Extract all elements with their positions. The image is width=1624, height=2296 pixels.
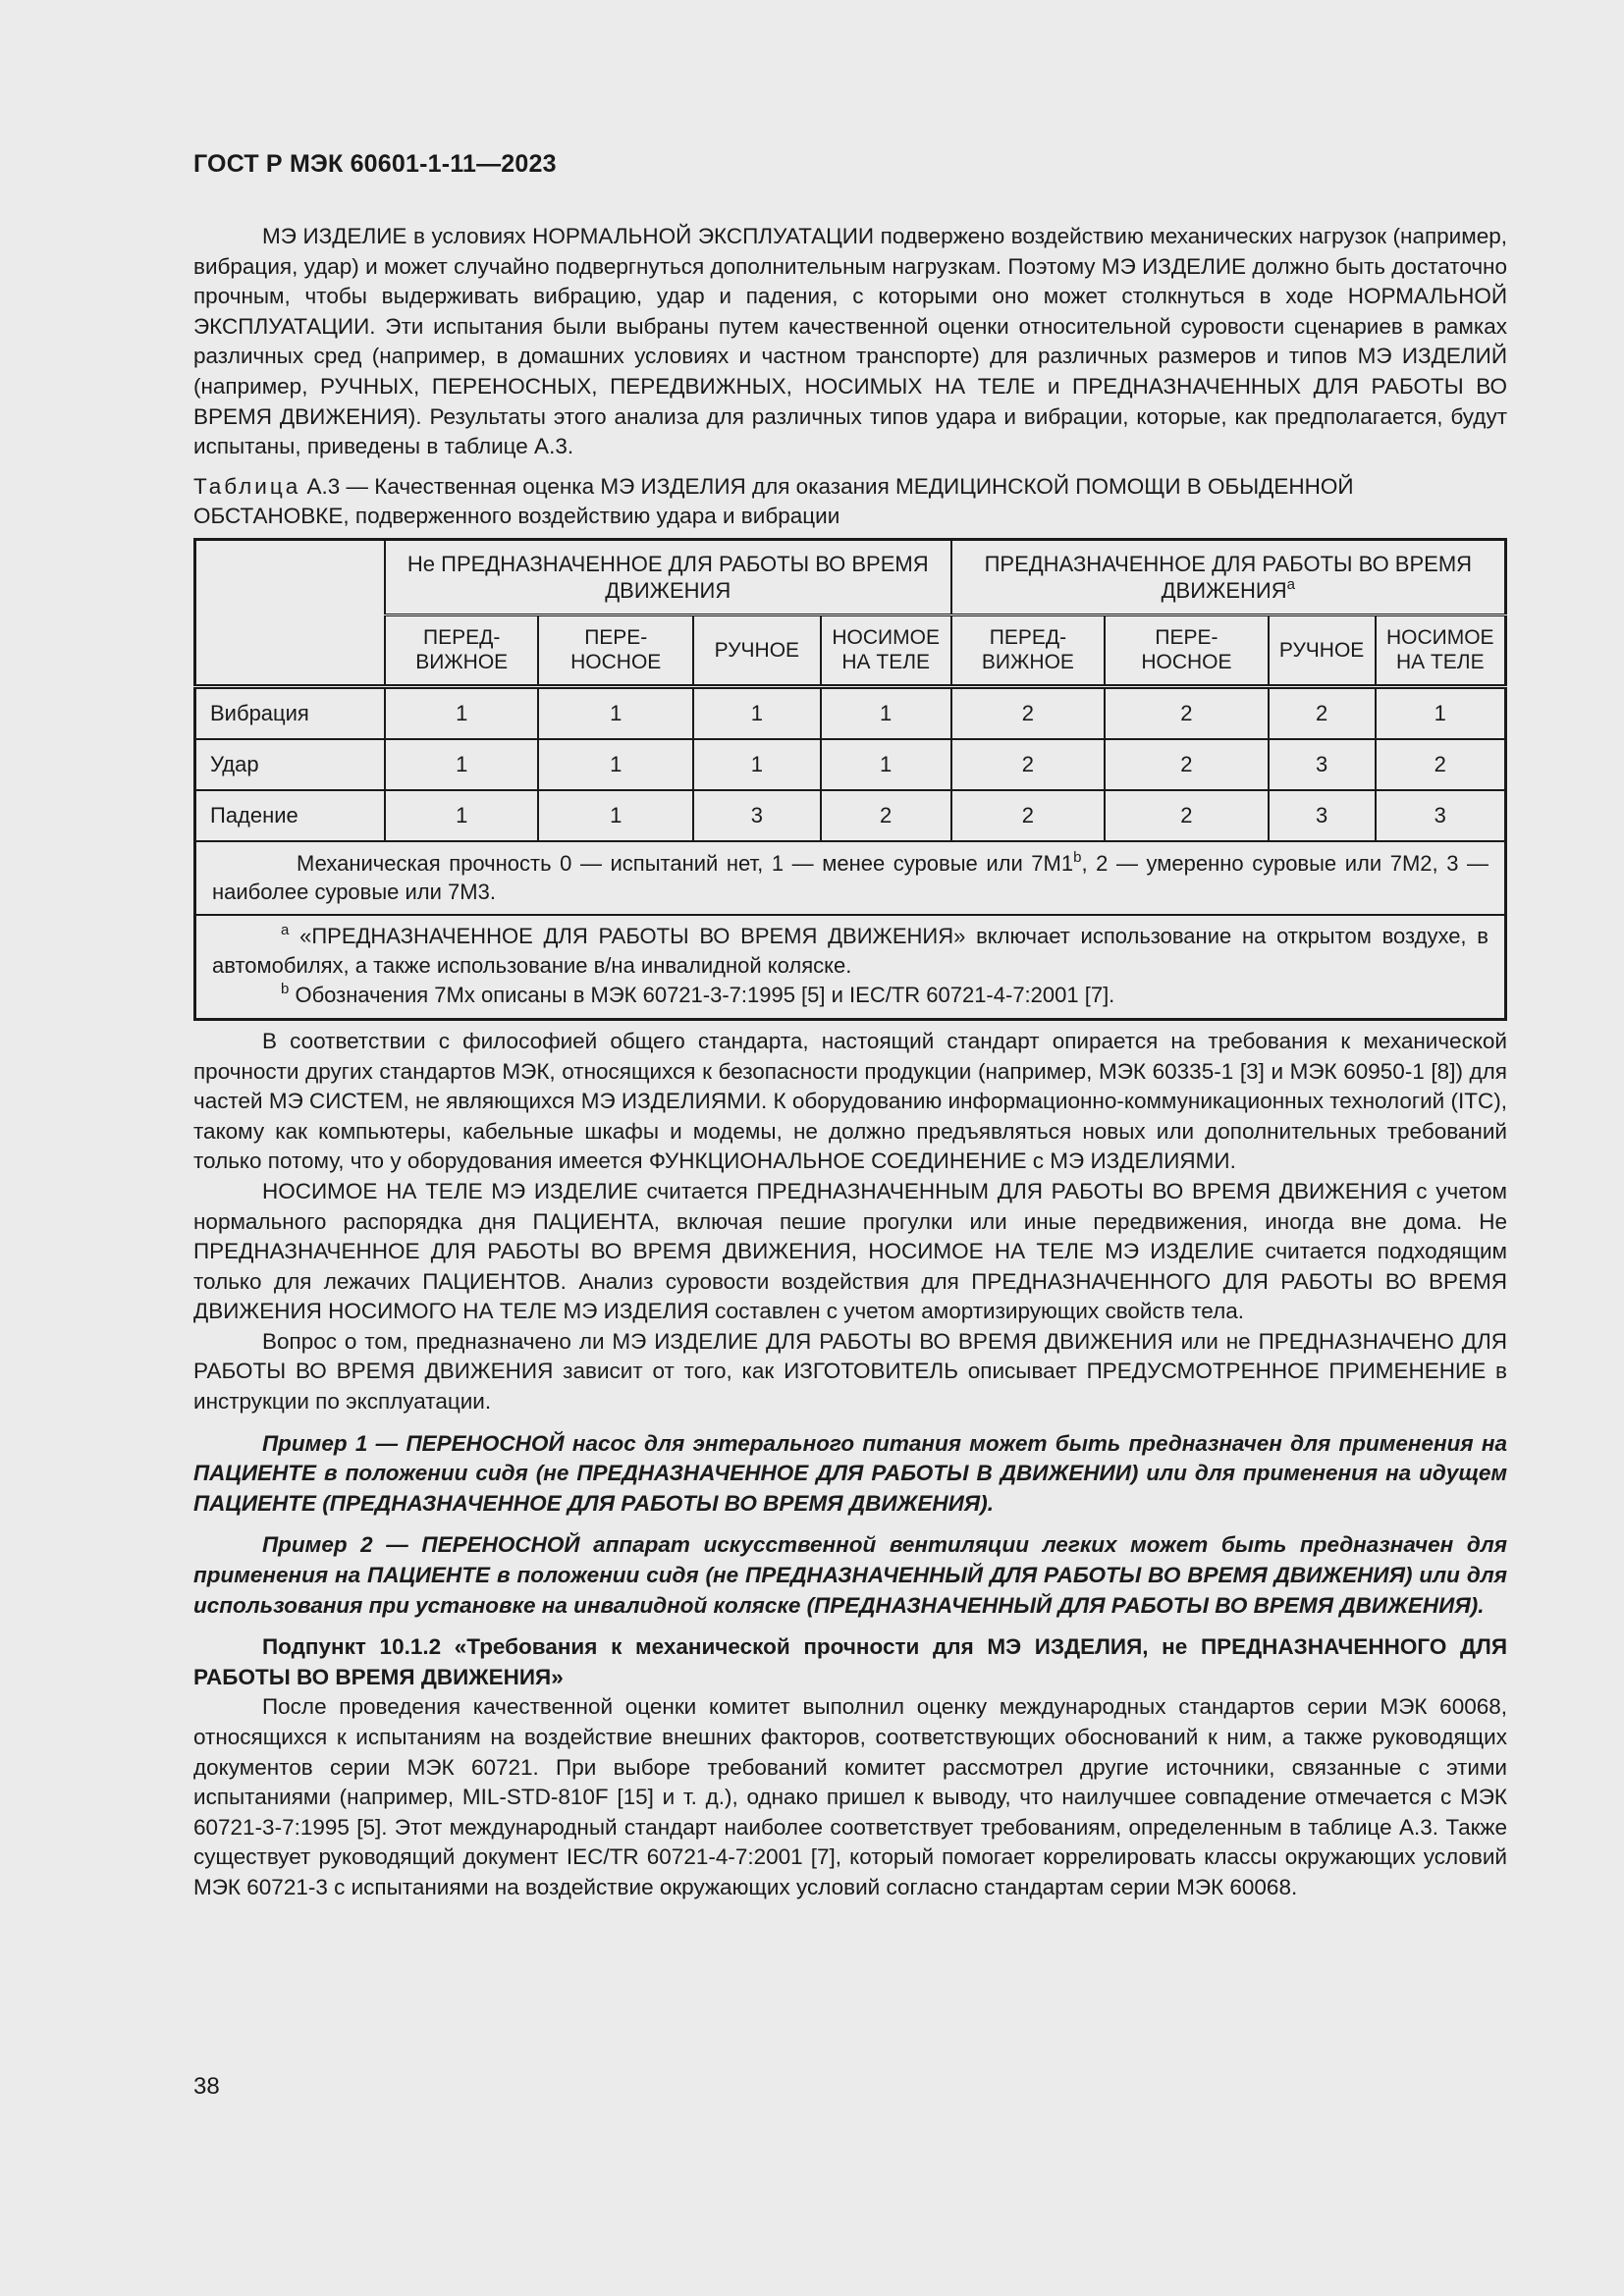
intro-paragraph: МЭ ИЗДЕЛИЕ в условиях НОРМАЛЬНОЙ ЭКСПЛУАТАЦИИ подвержено воздействию механических нагрузок (например, вибрация, удар) и может случайно подвергнуться дополнительным нагрузкам. Поэтому МЭ ИЗДЕЛИЕ должно быть достаточно прочным, чтобы выдерживать вибрацию, удар и падения, с которыми оно может столкнуться в ходе НОРМАЛЬНОЙ ЭКСПЛУАТАЦИИ. Эти испытания были выбраны путем качественной оценки относительной суровости сценариев в рамках различных сред (например, в домашних условиях и частном транспорте) для различных размеров и типов МЭ ИЗДЕЛИЙ (например, РУЧНЫХ, ПЕРЕНОСНЫХ, ПЕРЕДВИЖНЫХ, НОСИМЫХ НА ТЕЛЕ и ПРЕДНАЗНАЧЕННЫХ ДЛЯ РАБОТЫ ВО ВРЕМЯ ДВИЖЕНИЯ). Результаты этого анализа для различных типов удара и вибрации, которые, как предполагается, будут испытаны, приведены в таблице А.3. xyxy=(193,224,1507,459)
table-caption-text: А.3 — Качественная оценка МЭ ИЗДЕЛИЯ для оказания МЕДИЦИНСКОЙ ПОМОЩИ В ОБЫДЕННОЙ ОБСТАНОВКЕ, подверженного воздействию удара и вибрации xyxy=(193,473,1354,529)
table-cell: 2 xyxy=(1105,790,1268,841)
col-header-text: НОСНОЕ xyxy=(1141,651,1232,674)
table-cell: 2 xyxy=(1269,686,1376,739)
footnote-a xyxy=(212,922,1489,981)
table-note-text-end: , 2 — умеренно суровые или 7М2, 3 — наиболее суровые или 7М3. xyxy=(212,850,1489,904)
col-header-portable-2 xyxy=(1105,614,1268,686)
table-cell: 1 xyxy=(821,686,951,739)
col-header-text: НОСИМОЕ xyxy=(832,626,940,650)
col-header-handheld-1: РУЧНОЕ xyxy=(693,614,821,686)
example-1: Пример 1 — ПЕРЕНОСНОЙ насос для энтерального питания может быть предназначен для применения на ПАЦИЕНТЕ в положении сидя (не ПРЕДНАЗНАЧЕННОЕ ДЛЯ РАБОТЫ В ДВИЖЕНИИ) или для применения на идущем ПАЦИЕНТЕ (ПРЕДНАЗНАЧЕННОЕ ДЛЯ РАБОТЫ ВО ВРЕМЯ ДВИЖЕНИЯ). xyxy=(193,1430,1507,1516)
example-2: Пример 2 — ПЕРЕНОСНОЙ аппарат искусственной вентиляции легких может быть предназначен для применения на ПАЦИЕНТЕ в положении сидя (не ПРЕДНАЗНАЧЕННЫЙ ДЛЯ РАБОТЫ ВО ВРЕМЯ ДВИЖЕНИЯ) или для использования при установке на инвалидной коляске (ПРЕДНАЗНАЧЕННЫЙ ДЛЯ РАБОТЫ ВО ВРЕМЯ ДВИЖЕНИЯ). xyxy=(193,1532,1507,1618)
table-row-shock xyxy=(195,739,1506,790)
col-header-body-worn-1 xyxy=(821,614,951,686)
paragraph-body-worn: НОСИМОЕ НА ТЕЛЕ МЭ ИЗДЕЛИЕ считается ПРЕДНАЗНАЧЕННЫМ ДЛЯ РАБОТЫ ВО ВРЕМЯ ДВИЖЕНИЯ с учетом нормального распорядка дня ПАЦИЕНТА, включая пешие прогулки или иные передвижения, иногда вне дома. Не ПРЕДНАЗНАЧЕННОЕ ДЛЯ РАБОТЫ ВО ВРЕМЯ ДВИЖЕНИЯ, НОСИМОЕ НА ТЕЛЕ МЭ ИЗДЕЛИЕ считается подходящим только для лежачих ПАЦИЕНТОВ. Анализ суровости воздействия для ПРЕДНАЗНАЧЕННОГО ДЛЯ РАБОТЫ ВО ВРЕМЯ ДВИЖЕНИЯ НОСИМОГО НА ТЕЛЕ МЭ ИЗДЕЛИЯ составлен с учетом амортизирующих свойств тела. xyxy=(193,1178,1507,1324)
col-header-body-worn-2 xyxy=(1376,614,1506,686)
table-cell: 3 xyxy=(1376,790,1506,841)
col-header-text: ВИЖНОЕ xyxy=(981,651,1074,674)
col-header-text: НОСНОЕ xyxy=(570,651,662,674)
col-header-handheld-2: РУЧНОЕ xyxy=(1269,614,1376,686)
table-caption-label: Таблица xyxy=(193,473,301,499)
paragraph-iec-philosophy: В соответствии с философией общего стандарта, настоящий стандарт опирается на требования к механической прочности других стандартов МЭК, относящихся к безопасности продукции (например, МЭК 60335-1 [3] и МЭК 60950-1 [8]) для частей МЭ СИСТЕМ, не являющихся МЭ ИЗДЕЛИЯМИ. К оборудованию информационно-коммуникационных технологий (ITC), такому как компьютеры, кабельные шкафы и модемы, не должно предъявляться новых или дополнительных требований только потому, что у оборудования имеется ФУНКЦИОНАЛЬНОЕ СОЕДИНЕНИЕ с МЭ ИЗДЕЛИЯМИ. xyxy=(193,1028,1507,1174)
table-row-drop xyxy=(195,790,1506,841)
table-footnotes xyxy=(195,915,1506,1020)
table-cell: 1 xyxy=(1376,686,1506,739)
table-cell: 2 xyxy=(951,790,1106,841)
table-cell: 2 xyxy=(1105,686,1268,739)
col-header-portable-1 xyxy=(538,614,693,686)
paragraph-assessment: После проведения качественной оценки комитет выполнил оценку международных стандартов серии МЭК 60068, относящихся к испытаниям на воздействие внешних факторов, соответствующих обоснований к ним, а также руководящих документов серии МЭК 60721. При выборе требований комитет рассмотрел другие источники, связанные с этими испытаниями (например, MIL-STD-810F [15] и т. д.), однако пришел к выводу, что наилучшее совпадение отмечается с МЭК 60721-3-7:1995 [5]. Этот международный стандарт наиболее соответствует требованиям, определенным в таблице А.3. Также существует руководящий документ IEC/TR 60721-4-7:2001 [7], который помогает коррелировать классы окружающих условий МЭК 60721-3 с испытаниями на воздействие окружающих условий согласно стандартам серии МЭК 60068. xyxy=(193,1694,1507,1899)
table-cell: 1 xyxy=(385,739,539,790)
table-cell: 1 xyxy=(385,790,539,841)
row-label: Падение xyxy=(195,790,385,841)
table-cell: 1 xyxy=(693,686,821,739)
table-caption xyxy=(193,472,1507,532)
footnote-b xyxy=(212,981,1489,1010)
table-note-text: Механическая прочность 0 — испытаний нет, 1 — менее суровые или 7М1 xyxy=(297,850,1074,876)
table-note xyxy=(195,841,1506,915)
table-cell: 1 xyxy=(385,686,539,739)
table-row-vibration xyxy=(195,686,1506,739)
col-header-text: ПЕРЕ- xyxy=(1155,626,1218,650)
table-corner-cell xyxy=(195,539,385,686)
table-cell: 2 xyxy=(951,686,1106,739)
col-header-text: ПЕРЕ- xyxy=(584,626,648,650)
group-header-not-motion: Не ПРЕДНАЗНАЧЕННОЕ ДЛЯ РАБОТЫ ВО ВРЕМЯ ДВИЖЕНИЯ xyxy=(385,539,951,614)
footnote-b-mark: b xyxy=(281,980,290,997)
footnote-a-mark: a xyxy=(281,921,290,938)
severity-table xyxy=(193,538,1507,1021)
table-cell: 1 xyxy=(538,790,693,841)
row-label: Удар xyxy=(195,739,385,790)
col-header-mobile-2 xyxy=(951,614,1106,686)
footnote-b-text: Обозначения 7Мх описаны в МЭК 60721-3-7:1995 [5] и IEC/TR 60721-4-7:2001 [7]. xyxy=(289,982,1115,1007)
table-cell: 1 xyxy=(693,739,821,790)
table-cell: 3 xyxy=(1269,790,1376,841)
page-content xyxy=(193,222,1507,1903)
col-header-text: НА ТЕЛЕ xyxy=(841,651,930,674)
group-header-motion xyxy=(951,539,1506,614)
table-cell: 1 xyxy=(821,739,951,790)
table-cell: 3 xyxy=(1269,739,1376,790)
col-header-text: НОСИМОЕ xyxy=(1385,626,1494,650)
footnote-a-text: «ПРЕДНАЗНАЧЕННОЕ ДЛЯ РАБОТЫ ВО ВРЕМЯ ДВИЖЕНИЯ» включает использование на открытом воздухе, в автомобилях, а также использование в/на инвалидной коляске. xyxy=(212,923,1489,978)
table-cell: 2 xyxy=(1105,739,1268,790)
footnote-mark-b: b xyxy=(1073,848,1082,866)
col-header-text: НА ТЕЛЕ xyxy=(1395,651,1485,674)
col-header-text: ПЕРЕД- xyxy=(989,626,1067,650)
row-label: Вибрация xyxy=(195,686,385,739)
table-cell: 1 xyxy=(538,739,693,790)
table-cell: 2 xyxy=(821,790,951,841)
table-cell: 2 xyxy=(951,739,1106,790)
table-cell: 1 xyxy=(538,686,693,739)
table-cell: 2 xyxy=(1376,739,1506,790)
col-header-text: ПЕРЕД- xyxy=(423,626,501,650)
document-header: ГОСТ Р МЭК 60601-1-11—2023 xyxy=(193,150,557,178)
paragraph-intended-use: Вопрос о том, предназначено ли МЭ ИЗДЕЛИЕ ДЛЯ РАБОТЫ ВО ВРЕМЯ ДВИЖЕНИЯ или не ПРЕДНАЗНАЧЕНО ДЛЯ РАБОТЫ ВО ВРЕМЯ ДВИЖЕНИЯ зависит от того, как ИЗГОТОВИТЕЛЬ описывает ПРЕДУСМОТРЕННОЕ ПРИМЕНЕНИЕ в инструкции по эксплуатации. xyxy=(193,1328,1507,1415)
footnote-mark-a: a xyxy=(1286,575,1295,593)
table-cell: 3 xyxy=(693,790,821,841)
col-header-text: ВИЖНОЕ xyxy=(415,651,509,674)
col-header-mobile-1 xyxy=(385,614,539,686)
group-header-motion-text: ПРЕДНАЗНАЧЕННОЕ ДЛЯ РАБОТЫ ВО ВРЕМЯ ДВИЖЕНИЯ xyxy=(984,551,1473,603)
subclause-heading: Подпункт 10.1.2 «Требования к механической прочности для МЭ ИЗДЕЛИЯ, не ПРЕДНАЗНАЧЕННОГО ДЛЯ РАБОТЫ ВО ВРЕМЯ ДВИЖЕНИЯ» xyxy=(193,1634,1507,1689)
page-number: 38 xyxy=(193,2073,220,2100)
